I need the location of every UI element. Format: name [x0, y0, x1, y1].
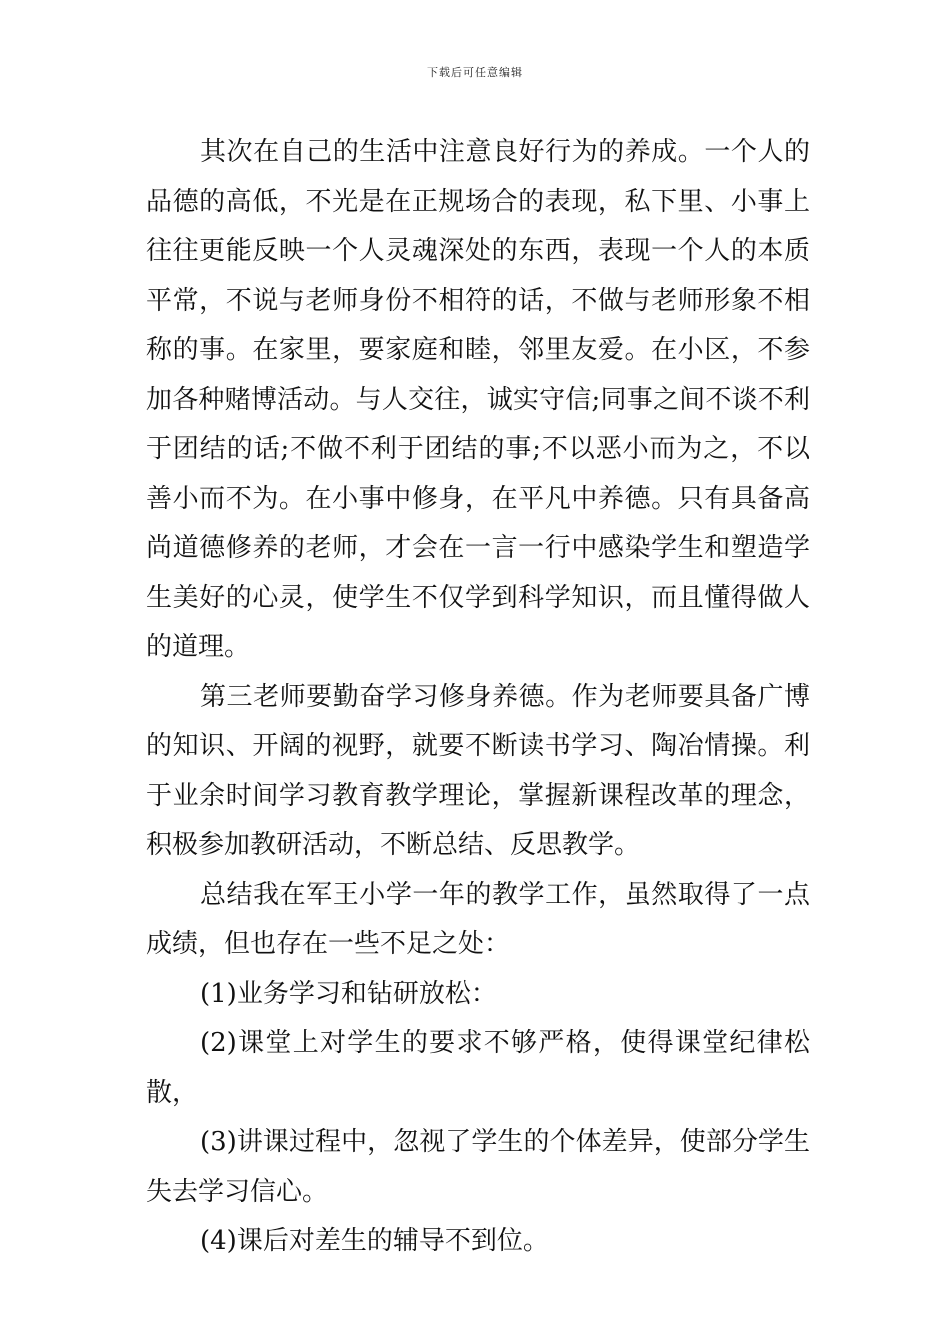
paragraph-moral-conduct: 其次在自己的生活中注意良好行为的养成。一个人的品德的高低，不光是在正规场合的表现，私下里、小事上往往更能反映一个人灵魂深处的东西，表现一个人的本质平常，不说与老师身份不相符的话，不做与老师形象不相称的事。在家里，要家庭和睦，邻里友爱。在小区，不参加各种赌博活动。与人交往，诚实守信;同事之间不谈不利于团结的话;不做不利于团结的事;不以恶小而为之，不以善小而不为。在小事中修身，在平凡中养德。只有具备高尚道德修养的老师，才会在一言一行中感染学生和塑造学生美好的心灵，使学生不仅学到科学知识，而且懂得做人的道理。 — [146, 137, 810, 662]
paragraph-diligent-study: 第三老师要勤奋学习修身养德。作为老师要具备广博的知识、开阔的视野，就要不断读书学习、陶冶情操。利于业余时间学习教育教学理论，掌握新课程改革的理念，积极参加教研活动，不断总结、反思教学。 — [146, 681, 810, 860]
document-body — [146, 128, 810, 1267]
list-item-3: (3)讲课过程中，忽视了学生的个体差异，使部分学生失去学习信心。 — [146, 1127, 810, 1207]
page-header: 下载后可任意编辑 — [427, 66, 523, 79]
list-item-4: (4)课后对差生的辅导不到位。 — [200, 1226, 549, 1256]
list-item-1: (1)业务学习和钻研放松： — [200, 978, 497, 1009]
list-item-2: (2)课堂上对学生的要求不够严格，使得课堂纪律松散， — [146, 1028, 810, 1108]
paragraph-summary-intro: 总结我在军王小学一年的教学工作，虽然取得了一点成绩，但也存在一些不足之处： — [146, 879, 810, 959]
